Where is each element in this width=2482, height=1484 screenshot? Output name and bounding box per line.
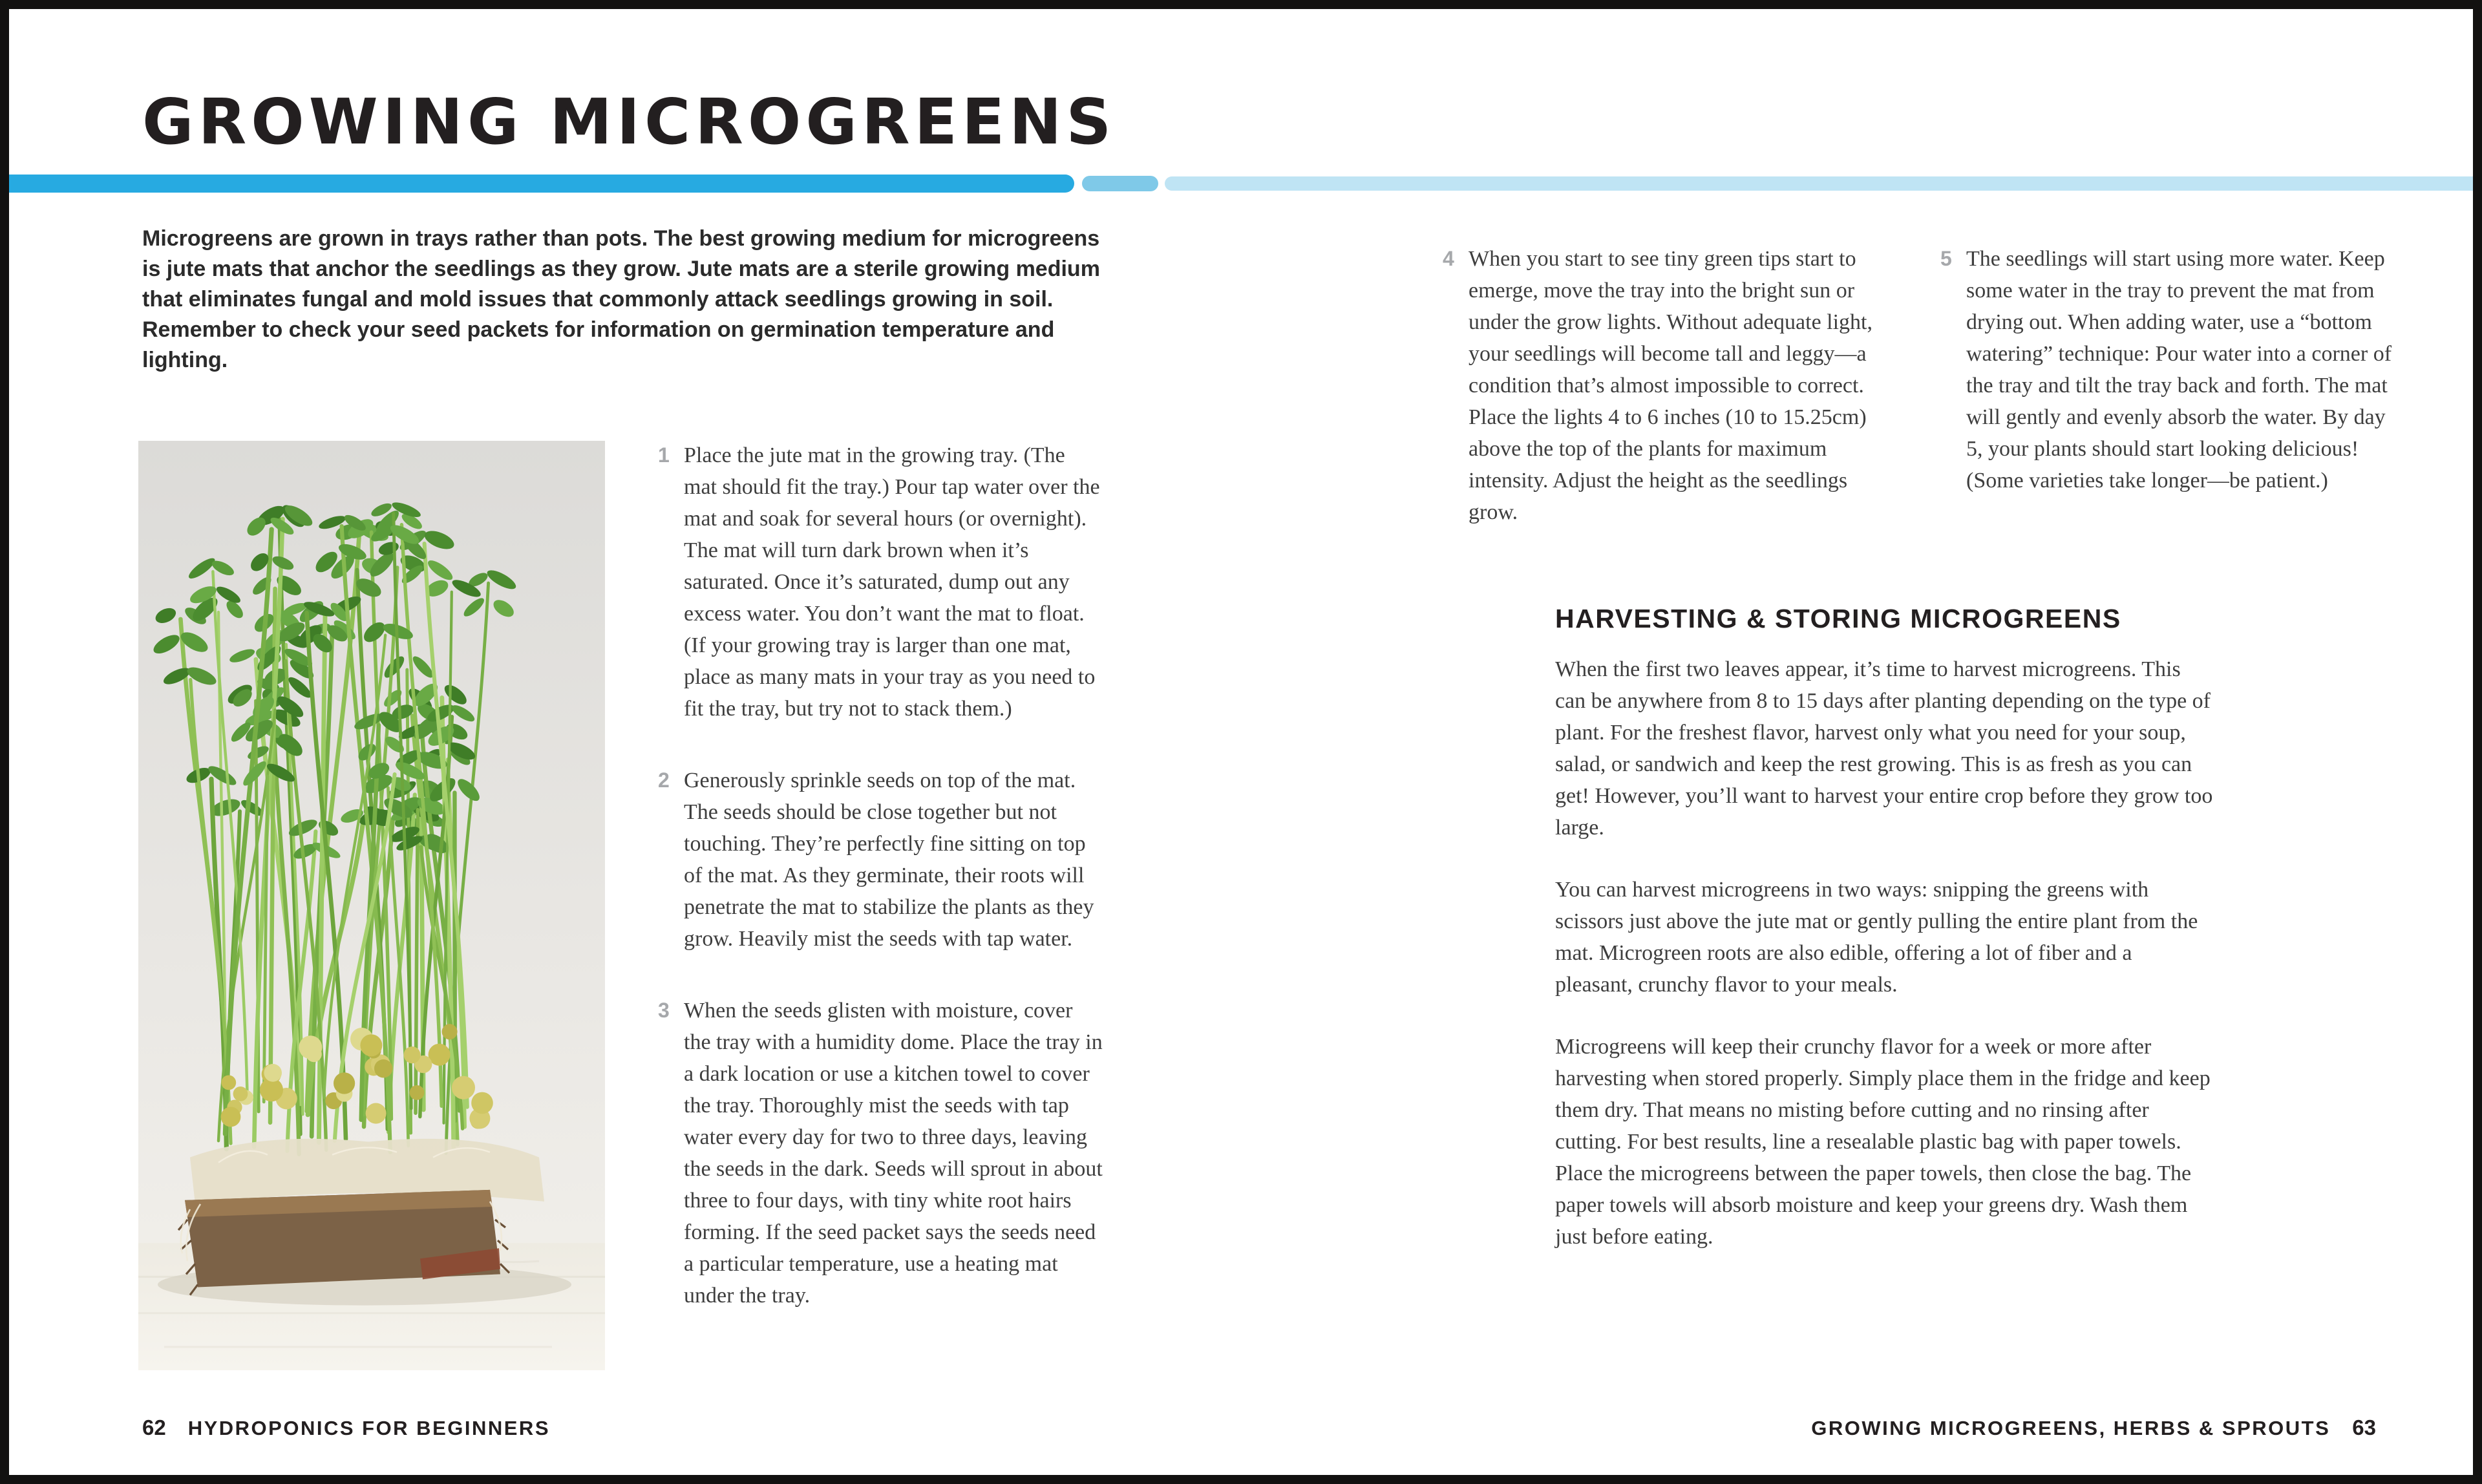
steps-left-column (658, 440, 1110, 1352)
harvesting-section (1555, 604, 2214, 1283)
harvesting-paragraph-2: You can harvest microgreens in two ways: snipping the greens with scissors just above the jute mat or gently pulling the entire plant from the mat. Microgreen roots are also edible, offering a lot of fiber and a pleasant, crunchy flavor to your meals. (1555, 878, 2198, 997)
step-number: 1 (658, 443, 670, 467)
step-number: 2 (658, 768, 670, 792)
step-item-4 (1443, 243, 1915, 528)
microgreens-illustration (138, 441, 605, 1370)
step-item-3 (658, 995, 1110, 1311)
step-text: Place the jute mat in the growing tray. (The mat should fit the tray.) Pour tap water over the mat and soak for several hours (or overnight). The mat will turn dark brown when it’s saturated. Once it’s saturated, dump out any excess water. You don’t want the mat to float. (If your growing tray is larger than one mat, place as many mats in your tray as you need to fit the tray, but try not to stack them.) (684, 443, 1100, 721)
step-item-5 (1940, 243, 2408, 496)
section-title: GROWING MICROGREENS, HERBS & SPROUTS (1811, 1417, 2331, 1439)
left-footer (142, 1415, 550, 1440)
accent-bar-light (1165, 176, 2473, 191)
step-text: When the seeds glisten with moisture, cover the tray with a humidity dome. Place the tray in a dark location or use a kitchen towel to cover the tray. Thoroughly mist the seeds with tap water every day for two to three days, leaving the seeds in the dark. Seeds will sprout in about three to four days, with tiny white root hairs forming. If the seed packet says the seeds need a particular temperature, use a heating mat under the tray. (684, 999, 1103, 1308)
step-item-2 (658, 765, 1110, 955)
book-title: HYDROPONICS FOR BEGINNERS (187, 1417, 550, 1439)
left-page-number: 62 (142, 1415, 166, 1439)
page-title: GROWING MICROGREENS (142, 85, 1116, 158)
microgreens-photo (138, 441, 605, 1370)
step-item-1 (658, 440, 1110, 725)
step-text: Generously sprinkle seeds on top of the mat. The seeds should be close together but not touching. They’re perfectly fine sitting on top of the mat. As they germinate, their roots will penetrate the mat to stabilize the plants as they grow. Heavily mist the seeds with tap water. (684, 768, 1094, 951)
right-footer (1811, 1415, 2376, 1440)
harvesting-paragraph-1: When the first two leaves appear, it’s time to harvest microgreens. This can be anywhere from 8 to 15 days after planting depending on the type of plant. For the freshest flavor, harvest only what you need for your soup, salad, or sandwich and keep the rest growing. This is as fresh as you can get! However, you’ll want to harvest your entire crop before they grow too large. (1555, 657, 2213, 840)
step5-column (1940, 243, 2408, 536)
harvesting-heading: HARVESTING & STORING MICROGREENS (1555, 604, 2121, 633)
step4-column (1443, 243, 1915, 568)
step-number: 3 (658, 999, 670, 1022)
step-number: 4 (1443, 247, 1454, 270)
step-number: 5 (1940, 247, 1952, 270)
accent-bar-mid (1082, 176, 1158, 191)
accent-bar-bright (9, 175, 1074, 193)
right-page-number: 63 (2352, 1415, 2376, 1439)
harvesting-paragraph-3: Microgreens will keep their crunchy flavor for a week or more after harvesting when stored properly. Simply place them in the fridge and keep them dry. That means no misting before cutting and no rinsing after cutting. For best results, line a resealable plastic bag with paper towels. Place the microgreens between the paper towels, then close the bag. The paper towels will absorb moisture and keep your greens dry. Wash them just before eating. (1555, 1035, 2211, 1249)
step-text: The seedlings will start using more water. Keep some water in the tray to prevent the mat from drying out. When adding water, use a “bottom watering” technique: Pour water into a corner of the tray and tilt the tray back and forth. The mat will gently and evenly absorb the water. By day 5, your plants should start looking delicious! (Some varieties take longer—be patient.) (1966, 247, 2392, 493)
intro-paragraph: Microgreens are grown in trays rather than pots. The best growing medium for microgreens is jute mats that anchor the seedlings as they grow. Jute mats are a sterile growing medium that eliminates fungal and mold issues that commonly attack seedlings growing in soil. Remember to check your seed packets for information on germination temperature and lighting. (142, 226, 1100, 372)
step-text: When you start to see tiny green tips start to emerge, move the tray into the bright sun or under the grow lights. Without adequate light, your seedlings will become tall and leggy—a condition that’s almost impossible to correct. Place the lights 4 to 6 inches (10 to 15.25cm) above the top of the plants for maximum intensity. Adjust the height as the seedlings grow. (1469, 247, 1872, 524)
